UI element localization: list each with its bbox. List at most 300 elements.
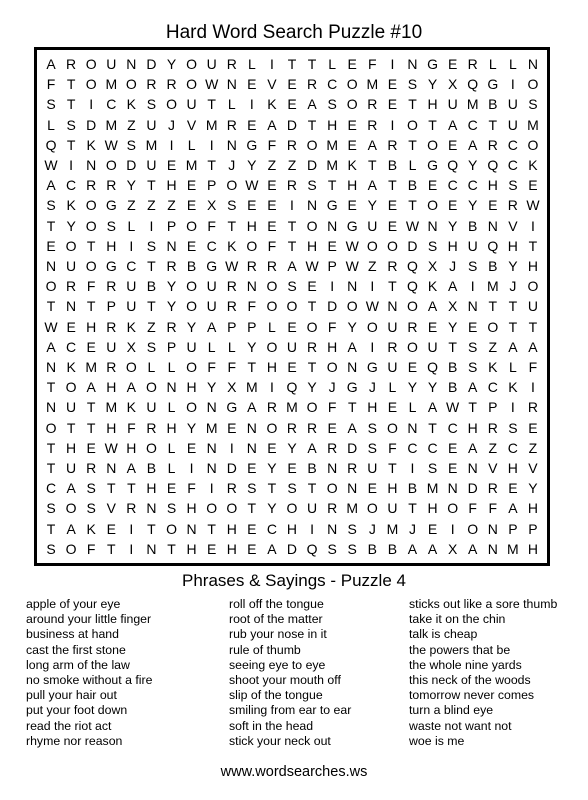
grid-cell[interactable]: P — [488, 399, 498, 416]
grid-cell[interactable]: R — [507, 197, 518, 214]
grid-cell[interactable]: N — [347, 480, 358, 497]
grid-cell[interactable]: A — [307, 439, 317, 456]
grid-cell[interactable]: L — [147, 359, 156, 376]
grid-cell[interactable]: W — [245, 177, 259, 194]
grid-cell[interactable]: N — [86, 157, 97, 174]
grid-cell[interactable]: Y — [367, 197, 377, 214]
grid-cell[interactable]: H — [266, 359, 277, 376]
grid-cell[interactable]: E — [327, 237, 337, 254]
grid-cell[interactable]: Z — [127, 197, 136, 214]
grid-cell[interactable]: E — [447, 439, 458, 456]
grid-cell[interactable]: F — [46, 76, 56, 93]
grid-cell[interactable]: C — [206, 237, 217, 254]
grid-cell[interactable]: A — [267, 116, 277, 133]
grid-cell[interactable]: U — [66, 460, 77, 477]
grid-cell[interactable]: R — [407, 318, 418, 335]
grid-cell[interactable]: E — [468, 318, 478, 335]
grid-cell[interactable]: W — [44, 157, 58, 174]
grid-cell[interactable]: E — [387, 76, 398, 93]
grid-cell[interactable]: O — [186, 76, 198, 93]
grid-cell[interactable]: E — [387, 399, 398, 416]
grid-cell[interactable]: T — [347, 399, 357, 416]
grid-cell[interactable]: N — [206, 399, 217, 416]
grid-cell[interactable]: D — [327, 298, 338, 315]
grid-cell[interactable]: U — [126, 278, 137, 295]
grid-cell[interactable]: S — [528, 96, 538, 113]
grid-cell[interactable]: T — [106, 480, 116, 497]
grid-cell[interactable]: A — [367, 136, 377, 153]
grid-cell[interactable]: T — [528, 237, 538, 254]
grid-cell[interactable]: O — [206, 500, 218, 517]
grid-cell[interactable]: H — [246, 217, 257, 234]
grid-cell[interactable]: O — [85, 217, 97, 234]
grid-cell[interactable]: T — [66, 76, 76, 93]
grid-cell[interactable]: O — [346, 298, 358, 315]
grid-cell[interactable]: L — [328, 56, 337, 73]
grid-cell[interactable]: L — [247, 56, 256, 73]
grid-cell[interactable]: L — [207, 338, 216, 355]
grid-cell[interactable]: H — [347, 177, 358, 194]
grid-cell[interactable]: R — [367, 116, 378, 133]
grid-cell[interactable]: C — [507, 136, 518, 153]
grid-cell[interactable]: T — [207, 157, 216, 174]
grid-cell[interactable]: C — [467, 116, 478, 133]
grid-cell[interactable]: U — [126, 298, 137, 315]
grid-cell[interactable]: R — [166, 76, 177, 93]
grid-cell[interactable]: O — [286, 298, 298, 315]
grid-cell[interactable]: D — [467, 480, 478, 497]
grid-cell[interactable]: F — [327, 399, 337, 416]
grid-cell[interactable]: I — [310, 520, 315, 537]
grid-cell[interactable]: Z — [488, 439, 498, 456]
grid-cell[interactable]: U — [427, 338, 438, 355]
grid-cell[interactable]: H — [186, 379, 197, 396]
grid-cell[interactable]: A — [207, 318, 217, 335]
grid-cell[interactable]: H — [226, 520, 237, 537]
grid-cell[interactable]: S — [468, 258, 478, 275]
grid-cell[interactable]: C — [407, 439, 418, 456]
grid-cell[interactable]: E — [447, 56, 458, 73]
grid-cell[interactable]: W — [305, 258, 319, 275]
grid-cell[interactable]: Z — [147, 318, 156, 335]
grid-cell[interactable]: N — [327, 460, 338, 477]
grid-cell[interactable]: Y — [267, 500, 277, 517]
grid-cell[interactable]: N — [166, 237, 177, 254]
grid-cell[interactable]: O — [346, 76, 358, 93]
grid-cell[interactable]: I — [370, 278, 375, 295]
grid-cell[interactable]: T — [307, 359, 317, 376]
grid-cell[interactable]: T — [307, 56, 317, 73]
grid-cell[interactable]: E — [46, 237, 56, 254]
grid-cell[interactable]: H — [467, 419, 478, 436]
grid-cell[interactable]: O — [85, 56, 97, 73]
grid-cell[interactable]: E — [166, 480, 177, 497]
grid-cell[interactable]: T — [207, 96, 216, 113]
grid-cell[interactable]: F — [187, 480, 196, 497]
grid-cell[interactable]: L — [127, 217, 136, 234]
grid-cell[interactable]: K — [427, 278, 438, 295]
grid-cell[interactable]: E — [247, 116, 257, 133]
grid-cell[interactable]: E — [367, 480, 377, 497]
grid-cell[interactable]: A — [46, 338, 56, 355]
grid-cell[interactable]: Y — [508, 258, 518, 275]
grid-cell[interactable]: T — [46, 298, 56, 315]
grid-cell[interactable]: U — [206, 278, 217, 295]
grid-cell[interactable]: Y — [186, 419, 197, 436]
grid-cell[interactable]: Q — [487, 237, 499, 254]
grid-cell[interactable]: S — [86, 480, 96, 497]
grid-cell[interactable]: H — [66, 439, 77, 456]
grid-cell[interactable]: A — [126, 460, 137, 477]
grid-cell[interactable]: E — [247, 540, 257, 557]
grid-cell[interactable]: H — [86, 318, 97, 335]
grid-cell[interactable]: N — [246, 419, 257, 436]
grid-cell[interactable]: O — [487, 318, 499, 335]
grid-cell[interactable]: E — [207, 540, 217, 557]
grid-cell[interactable]: H — [427, 500, 438, 517]
grid-cell[interactable]: S — [468, 359, 478, 376]
grid-cell[interactable]: P — [528, 520, 538, 537]
grid-cell[interactable]: S — [307, 177, 317, 194]
grid-cell[interactable]: L — [167, 359, 176, 376]
grid-cell[interactable]: F — [327, 318, 337, 335]
grid-cell[interactable]: T — [388, 278, 397, 295]
grid-cell[interactable]: S — [66, 116, 76, 133]
grid-cell[interactable]: L — [167, 439, 176, 456]
grid-cell[interactable]: Y — [247, 157, 257, 174]
grid-cell[interactable]: Y — [267, 460, 277, 477]
grid-cell[interactable]: R — [106, 359, 117, 376]
grid-cell[interactable]: T — [368, 157, 377, 174]
grid-cell[interactable]: K — [126, 399, 137, 416]
grid-cell[interactable]: E — [427, 177, 438, 194]
grid-cell[interactable]: M — [507, 540, 519, 557]
grid-cell[interactable]: J — [368, 379, 376, 396]
grid-cell[interactable]: S — [468, 338, 478, 355]
grid-cell[interactable]: S — [327, 540, 337, 557]
grid-cell[interactable]: X — [207, 197, 217, 214]
grid-cell[interactable]: D — [226, 460, 237, 477]
grid-cell[interactable]: W — [345, 258, 359, 275]
grid-cell[interactable]: F — [528, 359, 538, 376]
grid-cell[interactable]: G — [246, 136, 258, 153]
grid-cell[interactable]: I — [229, 439, 234, 456]
grid-cell[interactable]: B — [387, 157, 398, 174]
grid-cell[interactable]: F — [468, 500, 477, 517]
grid-cell[interactable]: Z — [147, 197, 156, 214]
grid-cell[interactable]: E — [267, 217, 277, 234]
grid-cell[interactable]: W — [44, 318, 58, 335]
grid-cell[interactable]: O — [125, 359, 137, 376]
grid-cell[interactable]: S — [126, 136, 137, 153]
grid-cell[interactable]: O — [166, 96, 177, 113]
grid-cell[interactable]: F — [86, 278, 96, 295]
grid-cell[interactable]: Y — [407, 379, 418, 396]
grid-cell[interactable]: A — [508, 500, 518, 517]
grid-cell[interactable]: U — [206, 56, 217, 73]
grid-cell[interactable]: F — [207, 359, 216, 376]
grid-cell[interactable]: I — [510, 76, 515, 93]
grid-cell[interactable]: D — [307, 157, 318, 174]
grid-cell[interactable]: A — [407, 540, 418, 557]
grid-cell[interactable]: O — [65, 540, 77, 557]
grid-cell[interactable]: I — [269, 56, 274, 73]
grid-cell[interactable]: T — [307, 480, 317, 497]
grid-cell[interactable]: M — [486, 278, 499, 295]
grid-cell[interactable]: I — [269, 379, 274, 396]
grid-cell[interactable]: K — [126, 96, 137, 113]
grid-cell[interactable]: O — [266, 278, 278, 295]
grid-cell[interactable]: E — [528, 177, 538, 194]
grid-cell[interactable]: O — [145, 439, 157, 456]
grid-cell[interactable]: E — [186, 177, 197, 194]
grid-cell[interactable]: F — [368, 56, 377, 73]
grid-cell[interactable]: M — [326, 157, 338, 174]
grid-cell[interactable]: A — [46, 177, 56, 194]
grid-cell[interactable]: O — [45, 419, 57, 436]
grid-cell[interactable]: O — [366, 237, 378, 254]
grid-cell[interactable]: I — [510, 399, 515, 416]
grid-cell[interactable]: H — [286, 520, 298, 537]
grid-cell[interactable]: U — [106, 56, 117, 73]
grid-cell[interactable]: B — [307, 460, 317, 477]
grid-cell[interactable]: U — [146, 157, 157, 174]
grid-cell[interactable]: H — [327, 338, 338, 355]
grid-cell[interactable]: N — [387, 298, 398, 315]
grid-cell[interactable]: O — [85, 258, 97, 275]
grid-cell[interactable]: U — [286, 338, 298, 355]
grid-cell[interactable]: Y — [126, 177, 137, 194]
grid-cell[interactable]: T — [66, 419, 76, 436]
grid-cell[interactable]: O — [326, 480, 338, 497]
grid-cell[interactable]: J — [168, 116, 175, 133]
grid-cell[interactable]: M — [85, 359, 98, 376]
grid-cell[interactable]: W — [405, 217, 420, 234]
grid-cell[interactable]: K — [528, 157, 538, 174]
grid-cell[interactable]: E — [327, 419, 337, 436]
grid-cell[interactable]: E — [267, 439, 277, 456]
grid-cell[interactable]: H — [126, 439, 137, 456]
grid-cell[interactable]: U — [146, 116, 157, 133]
grid-cell[interactable]: Q — [467, 76, 479, 93]
grid-cell[interactable]: E — [528, 419, 538, 436]
grid-cell[interactable]: Y — [186, 318, 197, 335]
grid-cell[interactable]: Q — [286, 379, 298, 396]
grid-cell[interactable]: J — [449, 258, 457, 275]
grid-cell[interactable]: O — [407, 116, 418, 133]
grid-cell[interactable]: I — [129, 520, 134, 537]
grid-cell[interactable]: D — [407, 237, 418, 254]
grid-cell[interactable]: P — [166, 217, 177, 234]
grid-cell[interactable]: I — [149, 217, 154, 234]
grid-cell[interactable]: L — [388, 379, 397, 396]
grid-cell[interactable]: V — [508, 217, 518, 234]
grid-cell[interactable]: R — [307, 419, 318, 436]
grid-cell[interactable]: R — [66, 56, 77, 73]
grid-cell[interactable]: N — [106, 460, 117, 477]
grid-cell[interactable]: T — [408, 197, 417, 214]
grid-cell[interactable]: H — [527, 500, 538, 517]
grid-cell[interactable]: Y — [427, 379, 438, 396]
grid-cell[interactable]: E — [186, 439, 197, 456]
grid-cell[interactable]: N — [246, 439, 257, 456]
grid-cell[interactable]: W — [104, 136, 118, 153]
grid-cell[interactable]: I — [330, 278, 335, 295]
grid-cell[interactable]: R — [226, 116, 237, 133]
grid-cell[interactable]: W — [526, 197, 540, 214]
grid-cell[interactable]: Y — [166, 278, 177, 295]
grid-cell[interactable]: O — [527, 76, 539, 93]
grid-cell[interactable]: T — [448, 338, 457, 355]
grid-cell[interactable]: B — [367, 540, 377, 557]
grid-cell[interactable]: I — [531, 217, 535, 234]
grid-cell[interactable]: M — [105, 76, 118, 93]
grid-cell[interactable]: L — [408, 157, 417, 174]
grid-cell[interactable]: O — [85, 197, 97, 214]
grid-cell[interactable]: Y — [247, 338, 257, 355]
grid-cell[interactable]: A — [347, 419, 357, 436]
grid-cell[interactable]: Y — [166, 56, 177, 73]
grid-cell[interactable]: E — [66, 318, 76, 335]
grid-cell[interactable]: K — [86, 136, 96, 153]
grid-cell[interactable]: I — [69, 157, 74, 174]
grid-cell[interactable]: T — [388, 177, 397, 194]
grid-cell[interactable]: D — [126, 157, 137, 174]
grid-cell[interactable]: H — [487, 177, 498, 194]
grid-cell[interactable]: A — [307, 96, 317, 113]
grid-cell[interactable]: G — [427, 56, 438, 73]
grid-cell[interactable]: S — [247, 480, 257, 497]
grid-cell[interactable]: R — [286, 177, 298, 194]
grid-cell[interactable]: Y — [427, 76, 438, 93]
grid-cell[interactable]: K — [66, 359, 76, 376]
grid-cell[interactable]: H — [367, 399, 378, 416]
grid-cell[interactable]: I — [129, 540, 134, 557]
grid-cell[interactable]: E — [267, 177, 277, 194]
grid-cell[interactable]: E — [347, 136, 357, 153]
grid-cell[interactable]: Y — [287, 439, 297, 456]
grid-cell[interactable]: T — [327, 177, 337, 194]
grid-cell[interactable]: A — [46, 56, 56, 73]
grid-cell[interactable]: G — [105, 258, 117, 275]
grid-cell[interactable]: N — [66, 298, 77, 315]
grid-cell[interactable]: E — [287, 76, 297, 93]
grid-cell[interactable]: T — [528, 318, 538, 335]
grid-cell[interactable]: U — [527, 298, 538, 315]
grid-cell[interactable]: R — [86, 177, 97, 194]
grid-cell[interactable]: L — [408, 399, 417, 416]
grid-cell[interactable]: S — [367, 439, 377, 456]
grid-cell[interactable]: U — [467, 237, 478, 254]
grid-cell[interactable]: A — [528, 338, 538, 355]
grid-cell[interactable]: R — [166, 258, 177, 275]
grid-cell[interactable]: B — [387, 540, 398, 557]
grid-cell[interactable]: F — [267, 136, 277, 153]
grid-cell[interactable]: H — [527, 258, 538, 275]
grid-cell[interactable]: N — [307, 197, 318, 214]
grid-cell[interactable]: O — [186, 298, 198, 315]
grid-cell[interactable]: O — [286, 500, 298, 517]
grid-cell[interactable]: H — [166, 177, 177, 194]
grid-cell[interactable]: F — [127, 419, 136, 436]
grid-cell[interactable]: U — [186, 338, 197, 355]
grid-cell[interactable]: N — [126, 56, 137, 73]
grid-cell[interactable]: Q — [306, 540, 318, 557]
grid-cell[interactable]: I — [410, 460, 415, 477]
grid-cell[interactable]: I — [470, 278, 475, 295]
grid-cell[interactable]: A — [126, 379, 137, 396]
grid-cell[interactable]: X — [447, 540, 458, 557]
grid-cell[interactable]: O — [427, 197, 438, 214]
grid-cell[interactable]: K — [488, 359, 498, 376]
grid-cell[interactable]: T — [307, 298, 317, 315]
grid-cell[interactable]: Y — [468, 197, 478, 214]
grid-cell[interactable]: O — [467, 520, 479, 537]
grid-cell[interactable]: V — [528, 460, 538, 477]
grid-cell[interactable]: O — [266, 338, 278, 355]
grid-cell[interactable]: A — [66, 480, 76, 497]
grid-cell[interactable]: Q — [427, 359, 438, 376]
grid-cell[interactable]: U — [66, 399, 77, 416]
grid-cell[interactable]: B — [186, 258, 197, 275]
grid-cell[interactable]: O — [306, 217, 318, 234]
grid-cell[interactable]: W — [365, 298, 379, 315]
grid-cell[interactable]: R — [327, 500, 338, 517]
grid-cell[interactable]: X — [447, 76, 458, 93]
grid-cell[interactable]: N — [487, 520, 498, 537]
grid-cell[interactable]: E — [287, 318, 297, 335]
grid-cell[interactable]: G — [366, 359, 378, 376]
grid-cell[interactable]: U — [367, 460, 378, 477]
grid-cell[interactable]: W — [104, 439, 118, 456]
grid-cell[interactable]: U — [206, 298, 217, 315]
grid-cell[interactable]: F — [488, 500, 498, 517]
grid-cell[interactable]: C — [106, 96, 117, 113]
grid-cell[interactable]: E — [287, 96, 297, 113]
grid-cell[interactable]: G — [346, 379, 358, 396]
grid-cell[interactable]: E — [287, 460, 297, 477]
grid-cell[interactable]: Q — [407, 258, 418, 275]
grid-cell[interactable]: E — [387, 197, 398, 214]
grid-cell[interactable]: S — [46, 500, 56, 517]
grid-cell[interactable]: R — [527, 399, 538, 416]
grid-cell[interactable]: H — [186, 540, 197, 557]
grid-cell[interactable]: M — [286, 399, 298, 416]
grid-cell[interactable]: H — [447, 237, 458, 254]
grid-cell[interactable]: D — [286, 116, 298, 133]
grid-cell[interactable]: Z — [287, 157, 297, 174]
grid-cell[interactable]: T — [46, 217, 56, 234]
grid-cell[interactable]: M — [366, 76, 379, 93]
grid-cell[interactable]: U — [507, 96, 518, 113]
grid-cell[interactable]: X — [447, 298, 458, 315]
grid-cell[interactable]: A — [347, 338, 357, 355]
grid-cell[interactable]: C — [126, 258, 137, 275]
grid-cell[interactable]: O — [125, 76, 137, 93]
grid-cell[interactable]: U — [367, 217, 378, 234]
grid-cell[interactable]: T — [86, 237, 96, 254]
grid-cell[interactable]: L — [488, 56, 497, 73]
grid-cell[interactable]: J — [408, 520, 416, 537]
grid-cell[interactable]: M — [386, 520, 399, 537]
grid-cell[interactable]: R — [246, 258, 257, 275]
grid-cell[interactable]: X — [227, 379, 237, 396]
grid-cell[interactable]: D — [146, 56, 157, 73]
grid-cell[interactable]: Z — [368, 258, 377, 275]
grid-cell[interactable]: K — [227, 237, 237, 254]
grid-cell[interactable]: C — [487, 379, 498, 396]
grid-cell[interactable]: R — [467, 56, 478, 73]
